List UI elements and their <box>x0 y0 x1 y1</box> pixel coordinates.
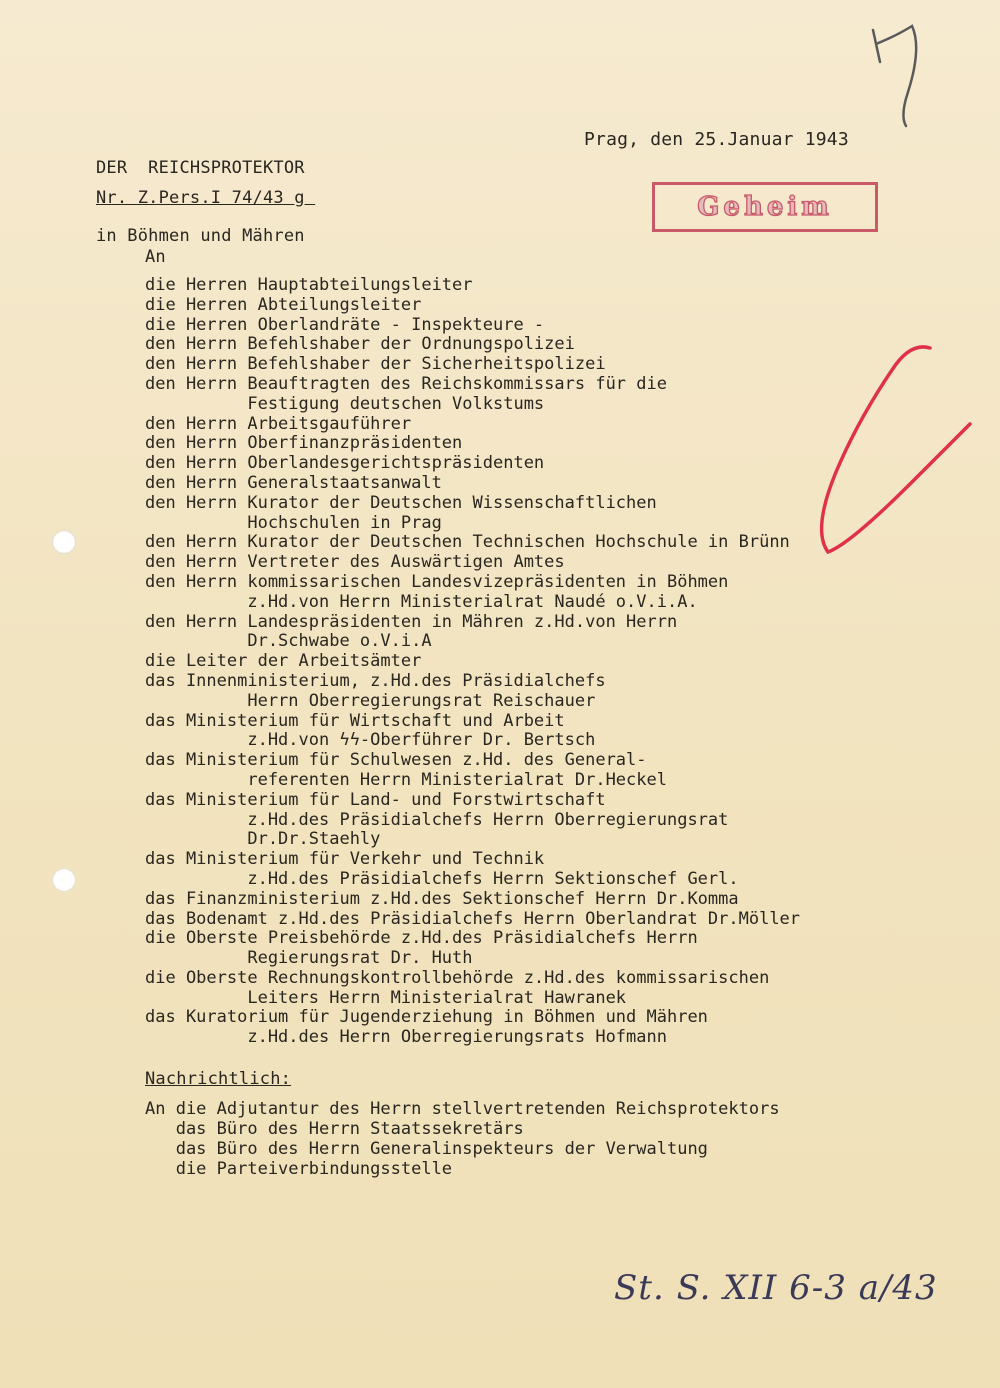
recipient-line: den Herrn Beauftragten des Reichskommissars für die <box>145 373 667 394</box>
recipient-line: das Innenministerium, z.Hd.des Präsidialchefs <box>145 670 606 691</box>
recipient-line: die Herren Oberlandräte - Inspekteure - <box>145 314 545 335</box>
recipient-line: den Herrn Befehlshaber der Ordnungspolizei <box>145 334 575 355</box>
recipient-line: das Ministerium für Verkehr und Technik <box>145 849 545 870</box>
reference-number: Nr. Z.Pers.I 74/43 g <box>96 188 316 208</box>
recipient-line: die Herren Hauptabteilungsleiter <box>145 275 473 295</box>
recipient-line: das Kuratorium für Jugenderziehung in Böhmen und Mähren <box>145 1007 708 1028</box>
stamp-text: Geheim <box>697 192 833 222</box>
recipient-line: Herrn Oberregierungsrat Reischauer <box>145 690 596 711</box>
recipient-line: den Herrn Kurator der Deutschen Technischen Hochschule in Brünn <box>145 532 790 553</box>
sender-title: DER REICHSPROTEKTOR <box>96 158 305 178</box>
recipient-line: den Herrn Generalstaatsanwalt <box>145 472 442 493</box>
recipient-line: Leiters Herrn Ministerialrat Hawranek <box>145 987 627 1008</box>
nachrichtlich-label: Nachrichtlich: <box>145 1069 292 1089</box>
recipient-line: referenten Herrn Ministerialrat Dr.Heckel <box>145 769 667 790</box>
recipient-line: den Herrn Vertreter des Auswärtigen Amtes <box>145 552 565 573</box>
recipient-line: die Leiter der Arbeitsämter <box>145 651 422 672</box>
recipient-line: den Herrn Landespräsidenten in Mähren z.Hd.von Herrn <box>145 611 678 632</box>
addressee-intro: An <box>145 247 166 267</box>
recipient-line: Dr.Dr.Staehly <box>145 829 381 850</box>
recipient-line: Festigung deutschen Volkstums <box>145 393 545 414</box>
red-pencil-mark-icon <box>822 347 970 552</box>
recipient-line: das Ministerium für Wirtschaft und Arbeit <box>145 710 565 731</box>
cc-line: die Parteiverbindungsstelle <box>145 1159 453 1179</box>
recipient-line: z.Hd.des Herrn Oberregierungsrats Hofmann <box>145 1027 667 1048</box>
recipient-line: die Herren Abteilungsleiter <box>145 294 422 315</box>
recipient-line: Regierungsrat Dr. Huth <box>145 948 473 969</box>
recipient-line: Dr.Schwabe o.V.i.A <box>145 631 432 652</box>
recipient-line: den Herrn Oberfinanzpräsidenten <box>145 433 463 454</box>
recipient-line: die Oberste Preisbehörde z.Hd.des Präsidialchefs Herrn <box>145 928 698 949</box>
recipient-line: den Herrn Befehlshaber der Sicherheitspolizei <box>145 354 606 375</box>
recipient-line: den Herrn kommissarischen Landesvizepräsidenten in Böhmen <box>145 571 729 592</box>
recipient-line: z.Hd.von Herrn Ministerialrat Naudé o.V.i.A. <box>145 591 698 612</box>
recipient-line: den Herrn Arbeitsgauführer <box>145 413 412 434</box>
recipient-line: z.Hd.von ϟϟ-Oberführer Dr. Bertsch <box>145 730 596 751</box>
cc-line: das Büro des Herrn Generalinspekteurs der Verwaltung <box>145 1139 708 1159</box>
file-reference: St. S. XII 6-3 a/43 <box>614 1268 938 1308</box>
cc-line: An die Adjutantur des Herrn stellvertretenden Reichsprotektors <box>145 1099 780 1119</box>
sender-subtitle: in Böhmen und Mähren <box>96 226 305 246</box>
recipient-line: das Ministerium für Schulwesen z.Hd. des General- <box>145 750 647 771</box>
recipient-line: die Oberste Rechnungskontrollbehörde z.Hd.des kommissarischen <box>145 967 770 988</box>
document-date: Prag, den 25.Januar 1943 <box>584 129 849 150</box>
recipient-line: z.Hd.des Präsidialchefs Herrn Oberregierungsrat <box>145 809 729 830</box>
recipient-line: den Herrn Kurator der Deutschen Wissenschaftlichen <box>145 492 657 513</box>
recipient-line: Hochschulen in Prag <box>145 512 442 533</box>
recipient-line: den Herrn Oberlandesgerichtspräsidenten <box>145 453 545 474</box>
recipient-line: das Finanzministerium z.Hd.des Sektionschef Herrn Dr.Komma <box>145 888 739 909</box>
cc-line: das Büro des Herrn Staatssekretärs <box>145 1119 524 1139</box>
pencil-mark-icon <box>873 26 916 126</box>
recipient-line: das Bodenamt z.Hd.des Präsidialchefs Herrn Oberlandrat Dr.Möller <box>145 908 801 929</box>
recipient-line: z.Hd.des Präsidialchefs Herrn Sektionschef Gerl. <box>145 868 739 889</box>
recipient-line: das Ministerium für Land- und Forstwirtschaft <box>145 789 606 810</box>
